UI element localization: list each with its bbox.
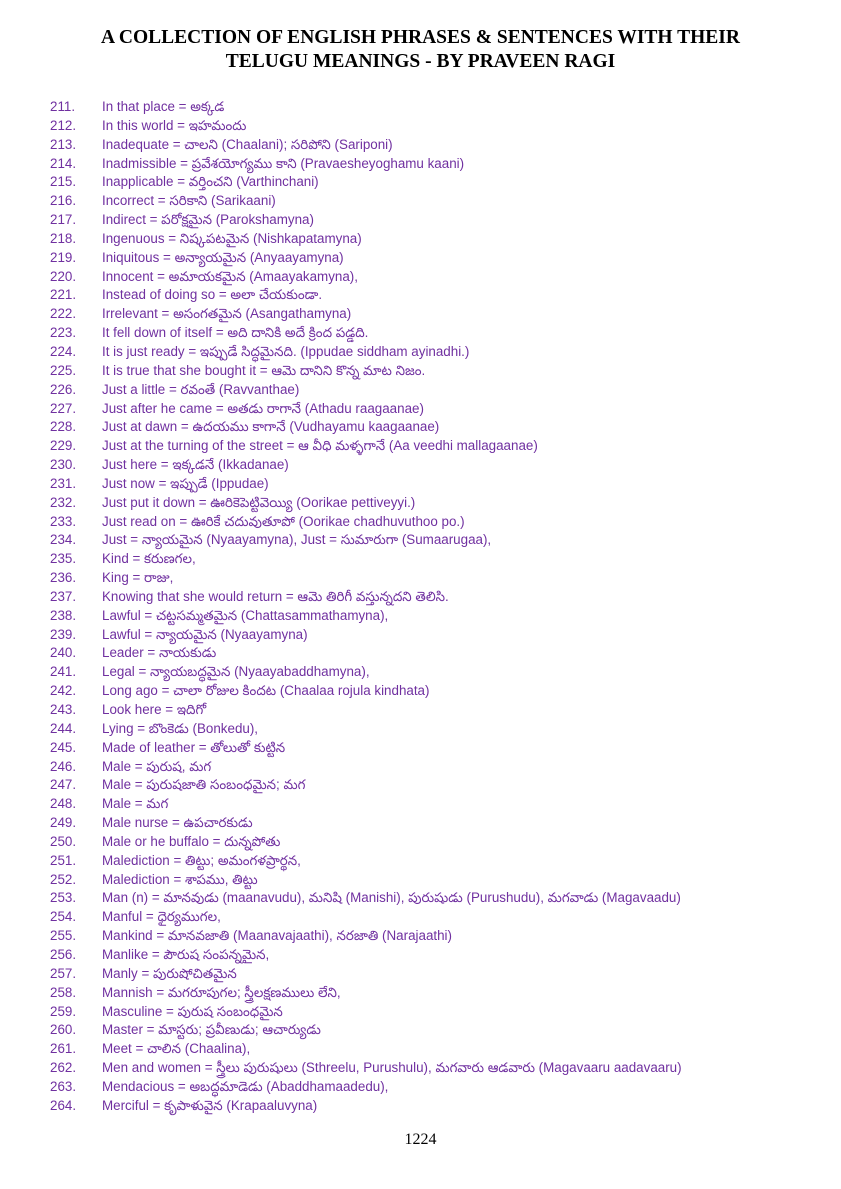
list-item xyxy=(50,720,820,739)
entry-number: 261. xyxy=(50,1041,77,1057)
list-item xyxy=(50,117,820,136)
entry-text: Indirect = పరోక్షమైన (Parokshamyna) xyxy=(102,212,314,228)
entry-text: Meet = చాలిన (Chaalina), xyxy=(102,1041,251,1057)
entry-text: Mendacious = అబద్ధమాడెడు (Abaddhamaadedu), xyxy=(102,1078,389,1094)
list-item xyxy=(50,136,820,155)
entry-number: 258. xyxy=(50,984,77,1000)
entry-text: It is just ready = ఇప్పుడే సిద్ధమైనది. (Ippudae siddham ayinadhi.) xyxy=(102,343,470,359)
list-item xyxy=(50,889,820,908)
entry-number: 216. xyxy=(50,193,77,209)
list-item xyxy=(50,852,820,871)
list-item xyxy=(50,795,820,814)
entry-text: Just here = ఇక్కడనే (Ikkadanae) xyxy=(102,457,289,473)
entry-text: Look here = ఇదిగో xyxy=(102,702,207,717)
list-item xyxy=(50,701,820,720)
list-item xyxy=(50,324,820,343)
entry-text: Iniquitous = అన్యాయమైన (Anyaayamyna) xyxy=(102,249,344,265)
entry-number: 234. xyxy=(50,532,77,548)
list-item xyxy=(50,833,820,852)
list-item xyxy=(50,1059,820,1078)
list-item xyxy=(50,644,820,663)
entry-text: Instead of doing so = అలా చేయకుండా. xyxy=(102,287,323,303)
list-item xyxy=(50,1021,820,1040)
entry-text: Just put it down = ఊరికెపెట్టివెయ్యి (Oorikae pettiveyyi.) xyxy=(102,494,416,510)
entry-number: 223. xyxy=(50,325,77,341)
entry-text: Man (n) = మానవుడు (maanavudu), మనిషి (Manishi), పురుషుడు (Purushudu), మగవాడు (Magavaadu) xyxy=(102,890,681,906)
list-item xyxy=(50,437,820,456)
list-item xyxy=(50,984,820,1003)
list-item xyxy=(50,362,820,381)
list-item xyxy=(50,814,820,833)
entry-text: Kind = కరుణగల, xyxy=(102,551,196,567)
list-item xyxy=(50,381,820,400)
entry-text: Master = మాస్టరు; ప్రవీణుడు; ఆచార్యుడు xyxy=(102,1022,321,1038)
entry-number: 263. xyxy=(50,1078,77,1094)
title-line-1: A COLLECTION OF ENGLISH PHRASES & SENTENCES WITH THEIR xyxy=(101,27,740,48)
entry-number: 220. xyxy=(50,268,77,284)
entry-number: 243. xyxy=(50,702,77,717)
entry-number: 218. xyxy=(50,230,77,246)
list-item xyxy=(50,550,820,569)
list-item xyxy=(50,305,820,324)
entry-number: 227. xyxy=(50,400,77,416)
entry-text: It fell down of itself = అది దానికి అదే క్రింద పడ్డది. xyxy=(102,325,369,341)
list-item xyxy=(50,230,820,249)
entry-text: Masculine = పురుష సంబంధమైన xyxy=(102,1003,283,1019)
entry-text: Merciful = కృపాళువైన (Krapaaluvyna) xyxy=(102,1097,318,1113)
entry-number: 242. xyxy=(50,683,77,699)
entry-number: 257. xyxy=(50,965,77,981)
entry-text: In that place = అక్కడ xyxy=(102,99,225,114)
entry-text: Just a little = రవంతే (Ravvanthae) xyxy=(102,381,300,397)
entry-text: Men and women = స్త్రీలు పురుషులు (Sthreelu, Purushulu), మగవారు ఆడవారు (Magavaaru aadavaaru) xyxy=(102,1060,682,1076)
list-item xyxy=(50,400,820,419)
list-item xyxy=(50,494,820,513)
list-item xyxy=(50,739,820,758)
entry-number: 238. xyxy=(50,607,77,623)
list-item xyxy=(50,569,820,588)
entry-number: 237. xyxy=(50,588,77,604)
entry-number: 233. xyxy=(50,513,77,529)
entry-text: Mankind = మానవజాతి (Maanavajaathi), నరజాతి (Narajaathi) xyxy=(102,928,452,944)
entry-text: Knowing that she would return = ఆమె తిరిగీ వస్తున్నదని తెలిసి. xyxy=(102,588,449,604)
list-item xyxy=(50,1003,820,1022)
entry-number: 229. xyxy=(50,438,77,454)
entry-text: Mannish = మగరూపుగల; స్త్రీలక్షణములు లేని, xyxy=(102,984,341,1000)
entry-number: 245. xyxy=(50,739,77,755)
entry-number: 262. xyxy=(50,1060,77,1076)
entry-number: 250. xyxy=(50,833,77,849)
list-item xyxy=(50,268,820,287)
entry-text: Just = న్యాయమైన (Nyaayamyna), Just = సుమారుగా (Sumaarugaa), xyxy=(102,532,492,548)
list-item xyxy=(50,776,820,795)
list-item xyxy=(50,418,820,437)
list-item xyxy=(50,588,820,607)
entry-number: 212. xyxy=(50,117,77,133)
entry-text: In this world = ఇహమందు xyxy=(102,117,247,133)
entry-number: 236. xyxy=(50,570,77,586)
entry-number: 225. xyxy=(50,362,77,378)
entry-number: 211. xyxy=(50,99,76,114)
entry-text: Just read on = ఊరికే చదువుతూపో (Oorikae chadhuvuthoo po.) xyxy=(102,513,465,529)
entry-number: 235. xyxy=(50,551,77,567)
entry-number: 239. xyxy=(50,626,77,642)
entry-text: Inapplicable = వర్తించని (Varthinchani) xyxy=(102,174,319,190)
entry-text: Male nurse = ఉపచారకుడు xyxy=(102,815,253,831)
list-item xyxy=(50,927,820,946)
list-item xyxy=(50,965,820,984)
entry-number: 256. xyxy=(50,946,77,962)
page-title xyxy=(0,26,841,74)
list-item xyxy=(50,531,820,550)
entry-number: 230. xyxy=(50,457,77,473)
entry-text: Irrelevant = అసంగతమైన (Asangathamyna) xyxy=(102,306,352,322)
entry-number: 217. xyxy=(50,212,77,228)
entry-number: 251. xyxy=(50,852,77,868)
entry-text: Manful = ధైర్యముగల, xyxy=(102,909,221,925)
entry-text: Manlike = పౌరుష సంపన్నమైన, xyxy=(102,946,270,962)
list-item xyxy=(50,343,820,362)
entry-number: 228. xyxy=(50,419,77,435)
list-item xyxy=(50,871,820,890)
list-item xyxy=(50,682,820,701)
entry-text: Male = మగ xyxy=(102,796,169,812)
entry-number: 253. xyxy=(50,890,77,906)
entry-text: Ingenuous = నిష్కపటమైన (Nishkapatamyna) xyxy=(102,230,362,246)
list-item xyxy=(50,211,820,230)
list-item xyxy=(50,249,820,268)
list-item xyxy=(50,758,820,777)
entry-number: 247. xyxy=(50,777,77,793)
list-item xyxy=(50,1097,820,1116)
entry-number: 260. xyxy=(50,1022,77,1038)
entry-number: 215. xyxy=(50,174,77,190)
entry-number: 249. xyxy=(50,815,77,831)
list-item xyxy=(50,1078,820,1097)
entry-text: Leader = నాయకుడు xyxy=(102,645,217,661)
entry-text: Just at dawn = ఉదయము కాగానే (Vudhayamu kaagaanae) xyxy=(102,419,440,435)
list-item xyxy=(50,607,820,626)
entry-text: Inadequate = చాలని (Chaalani); సరిపోని (Sariponi) xyxy=(102,136,393,152)
entry-number: 219. xyxy=(50,249,77,265)
entry-text: Male = పురుష, మగ xyxy=(102,758,212,774)
list-item xyxy=(50,192,820,211)
entry-number: 224. xyxy=(50,343,77,359)
list-item xyxy=(50,286,820,305)
entry-text: Male = పురుషజాతి సంబంధమైన; మగ xyxy=(102,777,306,793)
list-item xyxy=(50,475,820,494)
entry-text: Legal = న్యాయబద్ధమైన (Nyaayabaddhamyna), xyxy=(102,664,370,680)
list-item xyxy=(50,98,820,117)
entry-text: Male or he buffalo = దున్నపోతు xyxy=(102,833,281,849)
entry-number: 226. xyxy=(50,381,77,397)
list-item xyxy=(50,626,820,645)
entry-text: Just after he came = అతడు రాగానే (Athadu raagaanae) xyxy=(102,400,424,416)
entry-number: 255. xyxy=(50,928,77,944)
entry-number: 232. xyxy=(50,494,77,510)
title-line-2: TELUGU MEANINGS - BY PRAVEEN RAGI xyxy=(225,51,616,72)
entry-text: Malediction = శాపము, తిట్టు xyxy=(102,871,258,887)
list-item xyxy=(50,456,820,475)
entry-text: Lawful = చట్టసమ్మతమైన (Chattasammathamyna), xyxy=(102,607,389,623)
list-item xyxy=(50,513,820,532)
list-item xyxy=(50,908,820,927)
entry-number: 248. xyxy=(50,796,77,812)
list-item xyxy=(50,1040,820,1059)
page-number: 1224 xyxy=(404,1131,437,1148)
entry-text: Just now = ఇప్పుడే (Ippudae) xyxy=(102,475,269,491)
entry-number: 214. xyxy=(50,155,77,171)
entry-text: Just at the turning of the street = ఆ వీధి మళ్ళగానే (Aa veedhi mallagaanae) xyxy=(102,438,538,454)
entry-number: 254. xyxy=(50,909,77,925)
entry-text: Innocent = అమాయకమైన (Amaayakamyna), xyxy=(102,268,358,284)
entry-number: 259. xyxy=(50,1003,77,1019)
entry-text: Long ago = చాలా రోజుల కిందట (Chaalaa rojula kindhata) xyxy=(102,683,430,699)
list-item xyxy=(50,663,820,682)
entry-text: Malediction = తిట్టు; అమంగళప్రార్థన, xyxy=(102,852,301,868)
entry-number: 241. xyxy=(50,664,77,680)
entry-text: Inadmissible = ప్రవేశయోగ్యము కాని (Pravaesheyoghamu kaani) xyxy=(102,155,465,171)
entry-text: Lawful = న్యాయమైన (Nyaayamyna) xyxy=(102,626,308,642)
entry-number: 244. xyxy=(50,720,77,736)
list-item xyxy=(50,173,820,192)
entry-text: Made of leather = తోలుతో కుట్టిన xyxy=(102,739,286,755)
entry-text: Incorrect = సరికాని (Sarikaani) xyxy=(102,193,276,209)
phrase-list xyxy=(50,98,820,1116)
entry-text: Lying = బొంకెడు (Bonkedu), xyxy=(102,720,259,736)
list-item xyxy=(50,155,820,174)
entry-number: 246. xyxy=(50,758,77,774)
entry-text: King = రాజు, xyxy=(102,570,174,586)
entry-number: 213. xyxy=(50,136,77,152)
entry-number: 240. xyxy=(50,645,77,661)
entry-text: It is true that she bought it = ఆమె దానిని కొన్న మాట నిజం. xyxy=(102,362,426,378)
entry-number: 252. xyxy=(50,871,77,887)
entry-number: 221. xyxy=(50,287,77,303)
entry-number: 231. xyxy=(50,475,77,491)
entry-number: 264. xyxy=(50,1097,77,1113)
entry-text: Manly = పురుషోచితమైన xyxy=(102,965,237,981)
list-item xyxy=(50,946,820,965)
entry-number: 222. xyxy=(50,306,77,322)
